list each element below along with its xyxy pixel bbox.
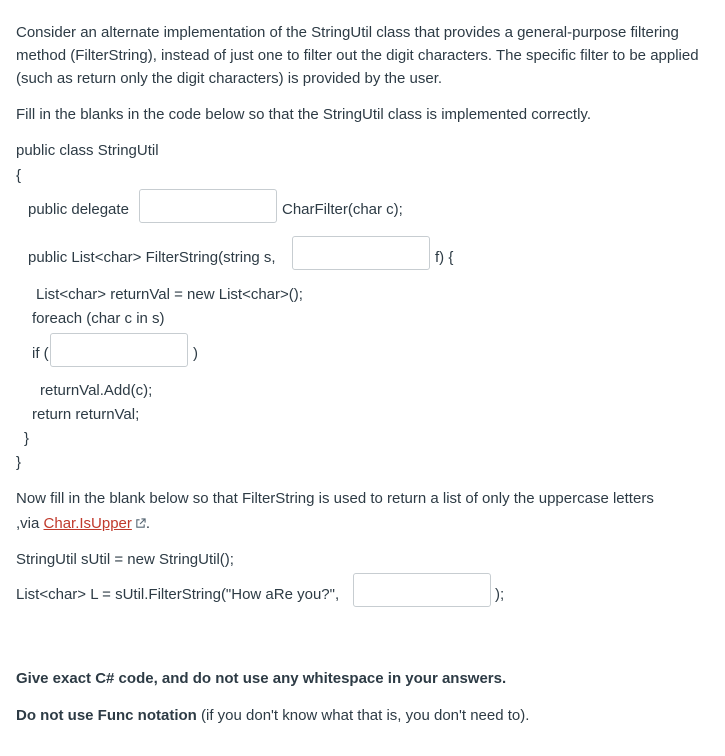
char-isupper-link[interactable]: Char.IsUpper (43, 515, 132, 532)
if-suffix: ) (193, 345, 198, 362)
if-prefix: if ( (32, 345, 49, 362)
external-link-icon (135, 518, 146, 529)
add-line: returnVal.Add(c); (40, 382, 153, 399)
func-note-rest: (if you don't know what that is, you don't need to). (196, 707, 530, 724)
delegate-suffix: CharFilter(char c); (282, 201, 403, 218)
if-condition-blank[interactable] (50, 333, 188, 367)
method-signature-suffix: f) { (435, 249, 454, 266)
part2-text: Now fill in the blank below so that FilterString is used to return a list of only the uppercase letters (16, 490, 654, 507)
class-declaration: public class StringUtil (16, 142, 159, 159)
via-suffix: . (145, 515, 151, 532)
via-prefix: ,via (16, 515, 44, 532)
instruction-text: Fill in the blanks in the code below so that the StringUtil class is implemented correctly. (16, 106, 591, 123)
func-note-bold: Do not use Func notation (16, 707, 197, 724)
call-prefix: List<char> L = sUtil.FilterString("How aRe you?", (16, 586, 340, 603)
method-close-brace: } (24, 430, 30, 447)
util-line: StringUtil sUtil = new StringUtil(); (16, 551, 234, 568)
parameter-type-blank[interactable] (292, 236, 430, 270)
delegate-type-blank[interactable] (139, 189, 277, 223)
delegate-prefix: public delegate (28, 201, 129, 218)
foreach-line: foreach (char c in s) (32, 310, 165, 327)
return-declaration: List<char> returnVal = new List<char>(); (36, 286, 303, 303)
func-note (16, 706, 529, 726)
intro-paragraph: Consider an alternate implementation of the StringUtil class that provides a general-purpose filtering method (FilterString), instead of just one to filter out the digit characters. The specific filter to be applied (such as return only the digit characters) is provided by the user. (16, 24, 699, 87)
method-signature-prefix: public List<char> FilterString(string s, (28, 249, 276, 266)
class-open-brace: { (16, 167, 22, 184)
call-suffix: ); (495, 586, 505, 603)
via-line (16, 514, 150, 534)
exact-code-note: Give exact C# code, and do not use any whitespace in your answers. (16, 670, 507, 687)
call-argument-blank[interactable] (353, 573, 491, 607)
return-line: return returnVal; (32, 406, 140, 423)
class-close-brace: } (16, 454, 22, 471)
